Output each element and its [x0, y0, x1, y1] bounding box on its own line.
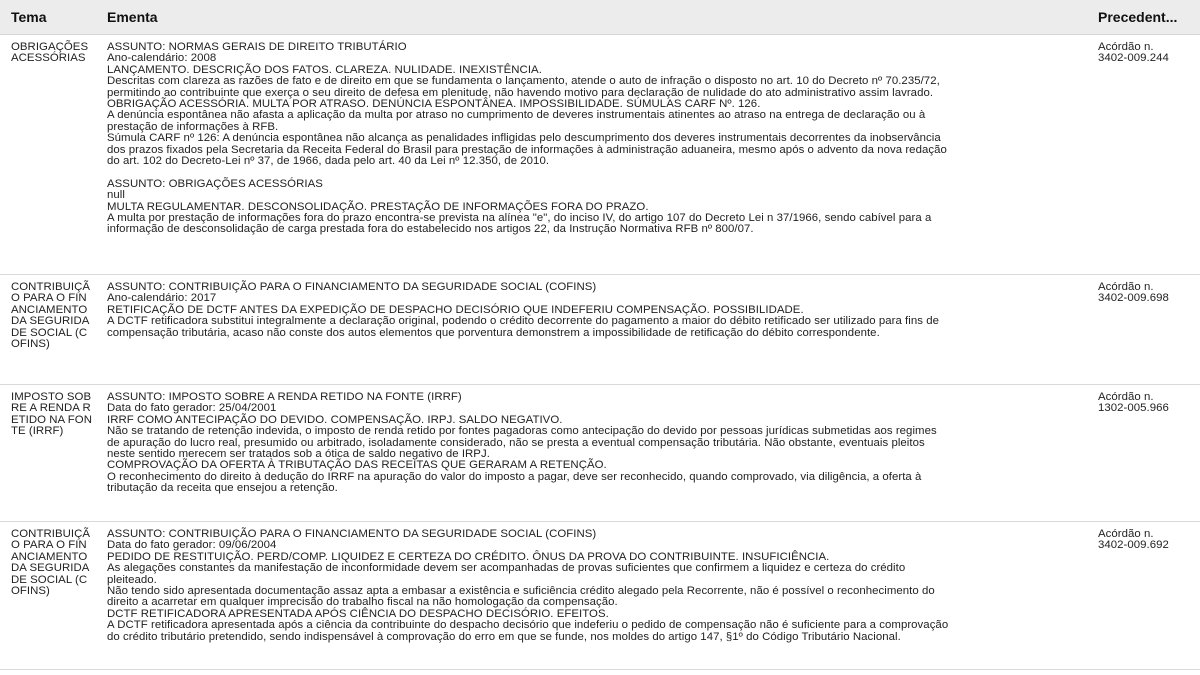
- column-header-precedentes[interactable]: Precedent...: [1098, 9, 1178, 25]
- table-row[interactable]: [0, 385, 1200, 522]
- ementa-line: A multa por prestação de informações fora do prazo encontra-se prevista na alínea "e", do inciso IV, do artigo 107 do Decreto Lei n 37/1966, sendo cabível para a: [107, 212, 932, 225]
- table-header: [0, 0, 1200, 35]
- precedente-label: Acórdão n.: [1098, 529, 1154, 540]
- ementa-line: ASSUNTO: CONTRIBUIÇÃO PARA O FINANCIAMENTO DA SEGURIDADE SOCIAL (COFINS): [107, 281, 597, 293]
- ementa-line: DCTF RETIFICADORA APRESENTADA APÓS CIÊNCIA DO DESPACHO DECISÓRIO. EFEITOS.: [107, 607, 609, 620]
- ementa-line: Súmula CARF nº 126: A denúncia espontânea não alcança as penalidades infligidas pelo descumprimento dos deveres instrumentais decorrentes da inobservância: [107, 132, 941, 145]
- ementa-line: neste sentido merecem ser tratados sob a ótica de saldo negativo de IRPJ.: [107, 448, 490, 461]
- tema-cell: IMPOSTO SOBRE A RENDA RETIDO NA FONTE (IRRF): [11, 391, 92, 438]
- precedente-label: Acórdão n.: [1098, 42, 1154, 53]
- ementa-line: Ano-calendário: 2008: [107, 52, 217, 65]
- ementa-line: Data do fato gerador: 09/06/2004: [107, 539, 277, 552]
- precedente-number: 3402-009.244: [1098, 52, 1169, 65]
- ementa-line: pleiteado.: [107, 573, 157, 586]
- table-row[interactable]: [0, 35, 1200, 275]
- ementa-line: Data do fato gerador: 25/04/2001: [107, 402, 277, 415]
- table-row[interactable]: [0, 275, 1200, 385]
- ementa-line: Não tendo sido apresentada documentação assaz apta a embasar a existência e suficiência crédito alegado pela Recorrente, não é possível o reconhecimento do: [107, 585, 935, 598]
- ementa-line: permitindo ao contribuinte que exerça o seu direito de defesa em plenitude, não havendo motivo para declaração de nulidade do ato administrativo assim lavrado.: [107, 86, 934, 99]
- ementa-line: do crédito tributário pretendido, sendo indispensável à comprovação do erro em que se funde, nos moldes do artigo 147, §1º do Código Tributário Nacional.: [107, 630, 901, 643]
- tema-cell: CONTRIBUIÇÃO PARA O FINANCIAMENTO DA SEGURIDADE SOCIAL (COFINS): [11, 281, 91, 351]
- tema-cell: CONTRIBUIÇÃO PARA O FINANCIAMENTO DA SEGURIDADE SOCIAL (COFINS): [11, 528, 91, 598]
- ementa-line: LANÇAMENTO. DESCRIÇÃO DOS FATOS. CLAREZA. NULIDADE. INEXISTÊNCIA.: [107, 63, 542, 76]
- ementa-line: Descritas com clareza as razões de fato e de direito em que se fundamenta o lançamento, atende o auto de infração o disposto no art. 10 do Decreto nº 70.235/72,: [107, 75, 940, 88]
- ementa-line: OBRIGAÇÃO ACESSÓRIA. MULTA POR ATRASO. DENÚNCIA ESPONTÂNEA. IMPOSSIBILIDADE. SÚMULAS CARF Nº. 126.: [107, 98, 761, 111]
- ementa-line: RETIFICAÇÃO DE DCTF ANTES DA EXPEDIÇÃO DE DESPACHO DECISÓRIO QUE INDEFERIU COMPENSAÇÃO. POSSIBILIDADE.: [107, 303, 804, 316]
- ementa-cell: [96, 529, 1098, 643]
- precedente-cell[interactable]: [1098, 392, 1200, 415]
- ementa-line: Ano-calendário: 2017: [107, 292, 217, 305]
- ementa-line: informação de desconsolidação de carga prestada fora do estabelecido nos artigos 22, da Instrução Normativa RFB nº 800/07.: [107, 223, 754, 236]
- precedente-cell[interactable]: [1098, 42, 1200, 65]
- ementa-line: de apuração do lucro real, presumido ou arbitrado, isoladamente considerado, não se presta a eventual compensação tributária. Não obstante, eventuais pleitos: [107, 436, 925, 449]
- ementa-line: prestação de informações à RFB.: [107, 120, 279, 133]
- ementa-line: ASSUNTO: NORMAS GERAIS DE DIREITO TRIBUTÁRIO: [107, 41, 407, 53]
- ementa-line: null: [107, 189, 125, 202]
- tema-cell: OBRIGAÇÕES ACESSÓRIAS: [11, 41, 89, 65]
- ementa-line: ASSUNTO: IMPOSTO SOBRE A RENDA RETIDO NA FONTE (IRRF): [107, 391, 462, 403]
- ementa-line: tributação da receita que ensejou a retenção.: [107, 482, 338, 495]
- ementa-line: O reconhecimento do direito à dedução do IRRF na apuração do valor do imposto a pagar, deve ser reconhecido, quando comprovado, via diligência, a oferta à: [107, 470, 922, 483]
- ementa-line: IRRF COMO ANTECIPAÇÃO DO DEVIDO. COMPENSAÇÃO. IRPJ. SALDO NEGATIVO.: [107, 413, 563, 426]
- ementa-cell: [96, 42, 1098, 236]
- ementa-line: A DCTF retificadora apresentada após a ciência da contribuinte do despacho decisório que indeferiu o pedido de compensação não é suficiente para a comprovação: [107, 619, 949, 632]
- ementa-line: A denúncia espontânea não afasta a aplicação da multa por atraso no cumprimento de deveres instrumentais atinentes ao atraso na entrega de declaração ou à: [107, 109, 926, 122]
- ementa-line: A DCTF retificadora substitui integralmente a declaração original, podendo o crédito decorrente do pagamento a maior do débito retificado ser utilizado para fins de: [107, 315, 939, 328]
- ementa-line: ASSUNTO: OBRIGAÇÕES ACESSÓRIAS: [107, 177, 323, 190]
- table-row[interactable]: [0, 522, 1200, 670]
- ementa-line: PEDIDO DE RESTITUIÇÃO. PERD/COMP. LIQUIDEZ E CERTEZA DO CRÉDITO. ÔNUS DA PROVA DO CONTRIBUINTE. INSUFICIÊNCIA.: [107, 550, 830, 563]
- ementa-line: do art. 102 do Decreto-Lei nº 37, de 1966, dada pelo art. 40 da Lei nº 12.350, de 2010.: [107, 155, 550, 168]
- ementa-line: ASSUNTO: CONTRIBUIÇÃO PARA O FINANCIAMENTO DA SEGURIDADE SOCIAL (COFINS): [107, 528, 597, 540]
- ementa-cell: [96, 282, 1098, 339]
- ementa-line: As alegações constantes da manifestação de inconformidade devem ser acompanhadas de provas suficientes que confirmem a liquidez e certeza do crédito: [107, 562, 906, 575]
- precedente-cell[interactable]: [1098, 529, 1200, 552]
- ementa-line: dos prazos fixados pela Secretaria da Receita Federal do Brasil para prestação de informações à administração aduaneira, mesmo após o advento da nova redação: [107, 143, 947, 156]
- ementa-line: compensação tributária, acaso não conste dos autos elementos que porventura demonstrem a impossibilidade de retificação do débito correspondente.: [107, 326, 880, 339]
- precedente-label: Acórdão n.: [1098, 392, 1154, 403]
- ementa-line: MULTA REGULAMENTAR. DESCONSOLIDAÇÃO. PRESTAÇÃO DE INFORMAÇÕES FORA DO PRAZO.: [107, 200, 649, 213]
- ementa-line: Não se tratando de retenção indevida, o imposto de renda retido por fontes pagadoras como antecipação do devido por pessoas jurídicas submetidas aos regimes: [107, 425, 937, 438]
- column-header-tema[interactable]: Tema: [11, 9, 47, 25]
- precedente-cell[interactable]: [1098, 282, 1200, 305]
- precedente-number: 3402-009.698: [1098, 292, 1169, 305]
- precedente-number: 1302-005.966: [1098, 402, 1169, 415]
- ementa-cell: [96, 392, 1098, 495]
- precedente-label: Acórdão n.: [1098, 282, 1154, 293]
- precedente-number: 3402-009.692: [1098, 539, 1169, 552]
- column-header-ementa[interactable]: Ementa: [107, 9, 158, 25]
- ementa-line: COMPROVAÇÃO DA OFERTA À TRIBUTAÇÃO DAS RECEITAS QUE GERARAM A RETENÇÃO.: [107, 459, 607, 472]
- ementa-line: direito a acarretar em qualquer imprecisão do trabalho fiscal na não homologação da compensação.: [107, 596, 618, 609]
